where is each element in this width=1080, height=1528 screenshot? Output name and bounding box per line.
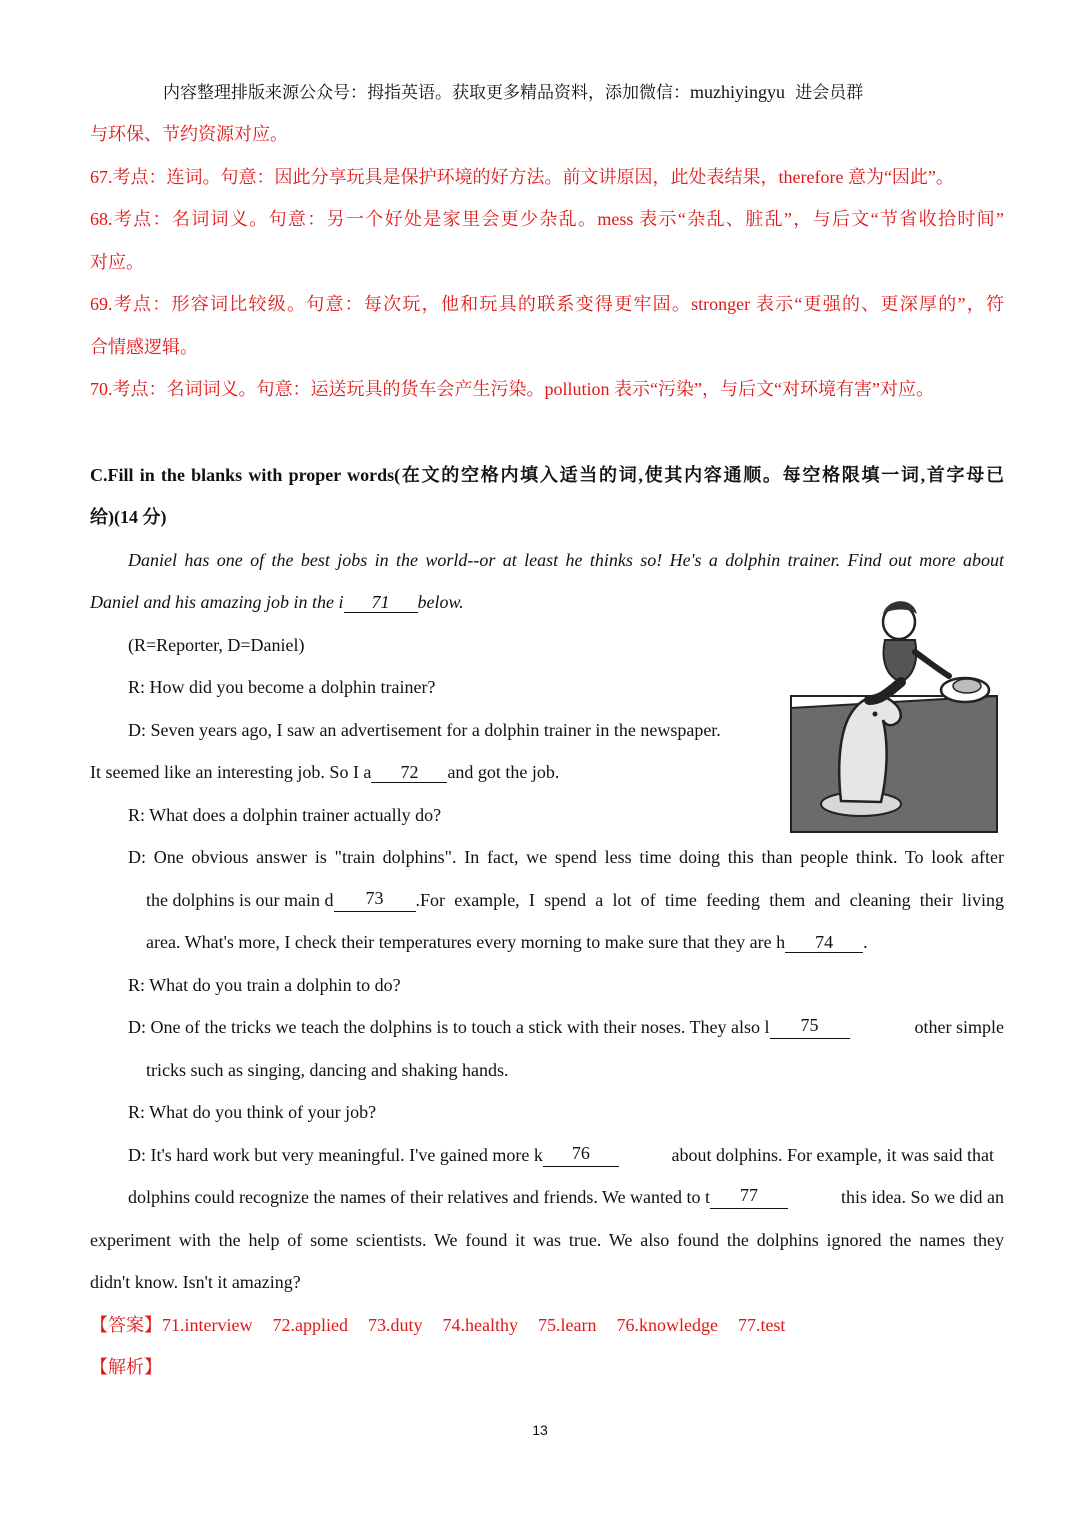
answer-item: 72.applied	[272, 1315, 348, 1335]
blank-75: 75	[770, 1015, 850, 1039]
section-title: C.Fill in the blanks with proper words(在文的空格内填入适当的词,使其内容通顺。每空格限填一词,首字母已	[90, 465, 1004, 485]
answer-4c: experiment with the help of some scientists. We found it was true. We also found the dolphins ignored the names they	[90, 1230, 1004, 1250]
explanation-68a: 68.考点：名词词义。句意：另一个好处是家里会更少杂乱。mess 表示“杂乱、脏乱”，与后文“节省收拾时间”	[90, 209, 1004, 229]
explanation-69a: 69.考点：形容词比较级。句意：每次玩，他和玩具的联系变得更牢固。stronger 表示“更强的、更深厚的”，符	[90, 294, 1004, 314]
answer-3a: D: One of the tricks we teach the dolphins is to touch a stick with their noses. They also l 75 other simple	[128, 1015, 1004, 1037]
explanation-67: 67.考点：连词。句意：因此分享玩具是保护环境的好方法。前文讲原因，此处表结果，therefore 意为“因此”。	[90, 167, 954, 187]
passage-intro-cont: Daniel and his amazing job in the i 71 below.	[90, 592, 464, 612]
blank-74: 74	[785, 932, 863, 953]
blank-73: 73	[334, 888, 416, 912]
explanation-68b: 对应。	[90, 252, 144, 272]
analysis-label: 【解析】	[90, 1357, 162, 1377]
question-4: R: What do you think of your job?	[128, 1102, 377, 1122]
explanation-69b: 合情感逻辑。	[90, 337, 198, 357]
explanation-70: 70.考点：名词词义。句意：运送玩具的货车会产生污染。pollution 表示“污染”，与后文“对环境有害”对应。	[90, 379, 934, 399]
question-2: R: What does a dolphin trainer actually do?	[128, 805, 442, 825]
answer-4d: didn't know. Isn't it amazing?	[90, 1272, 301, 1292]
answer-item: 76.knowledge	[616, 1315, 718, 1335]
passage-intro: Daniel has one of the best jobs in the world--or at least he thinks so! He's a dolphin trainer. Find out more about	[128, 550, 1004, 570]
answer-1b: It seemed like an interesting job. So I a 72 and got the job.	[90, 762, 560, 782]
answer-3b: tricks such as singing, dancing and shaking hands.	[146, 1060, 509, 1080]
answer-item: 77.test	[737, 1315, 786, 1335]
blank-72: 72	[371, 762, 447, 783]
abbrev-key: (R=Reporter, D=Daniel)	[128, 635, 305, 655]
answer-item: 71.interview	[162, 1315, 253, 1335]
answer-label: 【答案】	[90, 1315, 162, 1335]
question-1: R: How did you become a dolphin trainer?	[128, 677, 436, 697]
blank-77: 77	[710, 1185, 788, 1209]
header-wechat: muzhiyingyu	[690, 82, 785, 102]
answer-1a: D: Seven years ago, I saw an advertisement for a dolphin trainer in the newspaper.	[128, 720, 721, 740]
blank-71: 71	[344, 592, 418, 613]
answer-2b: the dolphins is our main d 73 .For example, I spend a lot of time feeding them and cleaning their living	[146, 888, 1004, 910]
answer-2a: D: One obvious answer is "train dolphins". In fact, we spend less time doing this than people think. To look after	[128, 847, 1004, 867]
answer-4b: dolphins could recognize the names of their relatives and friends. We wanted to t 77 this idea. So we did an	[128, 1185, 1004, 1207]
header-line	[163, 80, 863, 105]
header-suffix: 进会员群	[785, 83, 864, 103]
answer-key	[90, 1313, 785, 1337]
blank-76: 76	[543, 1143, 619, 1167]
page-number: 13	[532, 1422, 548, 1438]
answer-item: 74.healthy	[442, 1315, 518, 1335]
answer-item: 75.learn	[537, 1315, 597, 1335]
answer-2c: area. What's more, I check their temperatures every morning to make sure that they are h 74 .	[146, 932, 868, 952]
answer-item: 73.duty	[367, 1315, 423, 1335]
answer-4a: D: It's hard work but very meaningful. I've gained more k 76 about dolphins. For example, it was said that	[128, 1143, 994, 1165]
section-title-cont: 给)(14 分)	[90, 507, 167, 527]
header-prefix: 内容整理排版来源公众号：拇指英语。获取更多精品资料，添加微信：	[163, 83, 690, 103]
dolphin-trainer-illustration	[789, 596, 999, 834]
question-3: R: What do you train a dolphin to do?	[128, 975, 401, 995]
explanation-line: 与环保、节约资源对应。	[90, 124, 288, 144]
